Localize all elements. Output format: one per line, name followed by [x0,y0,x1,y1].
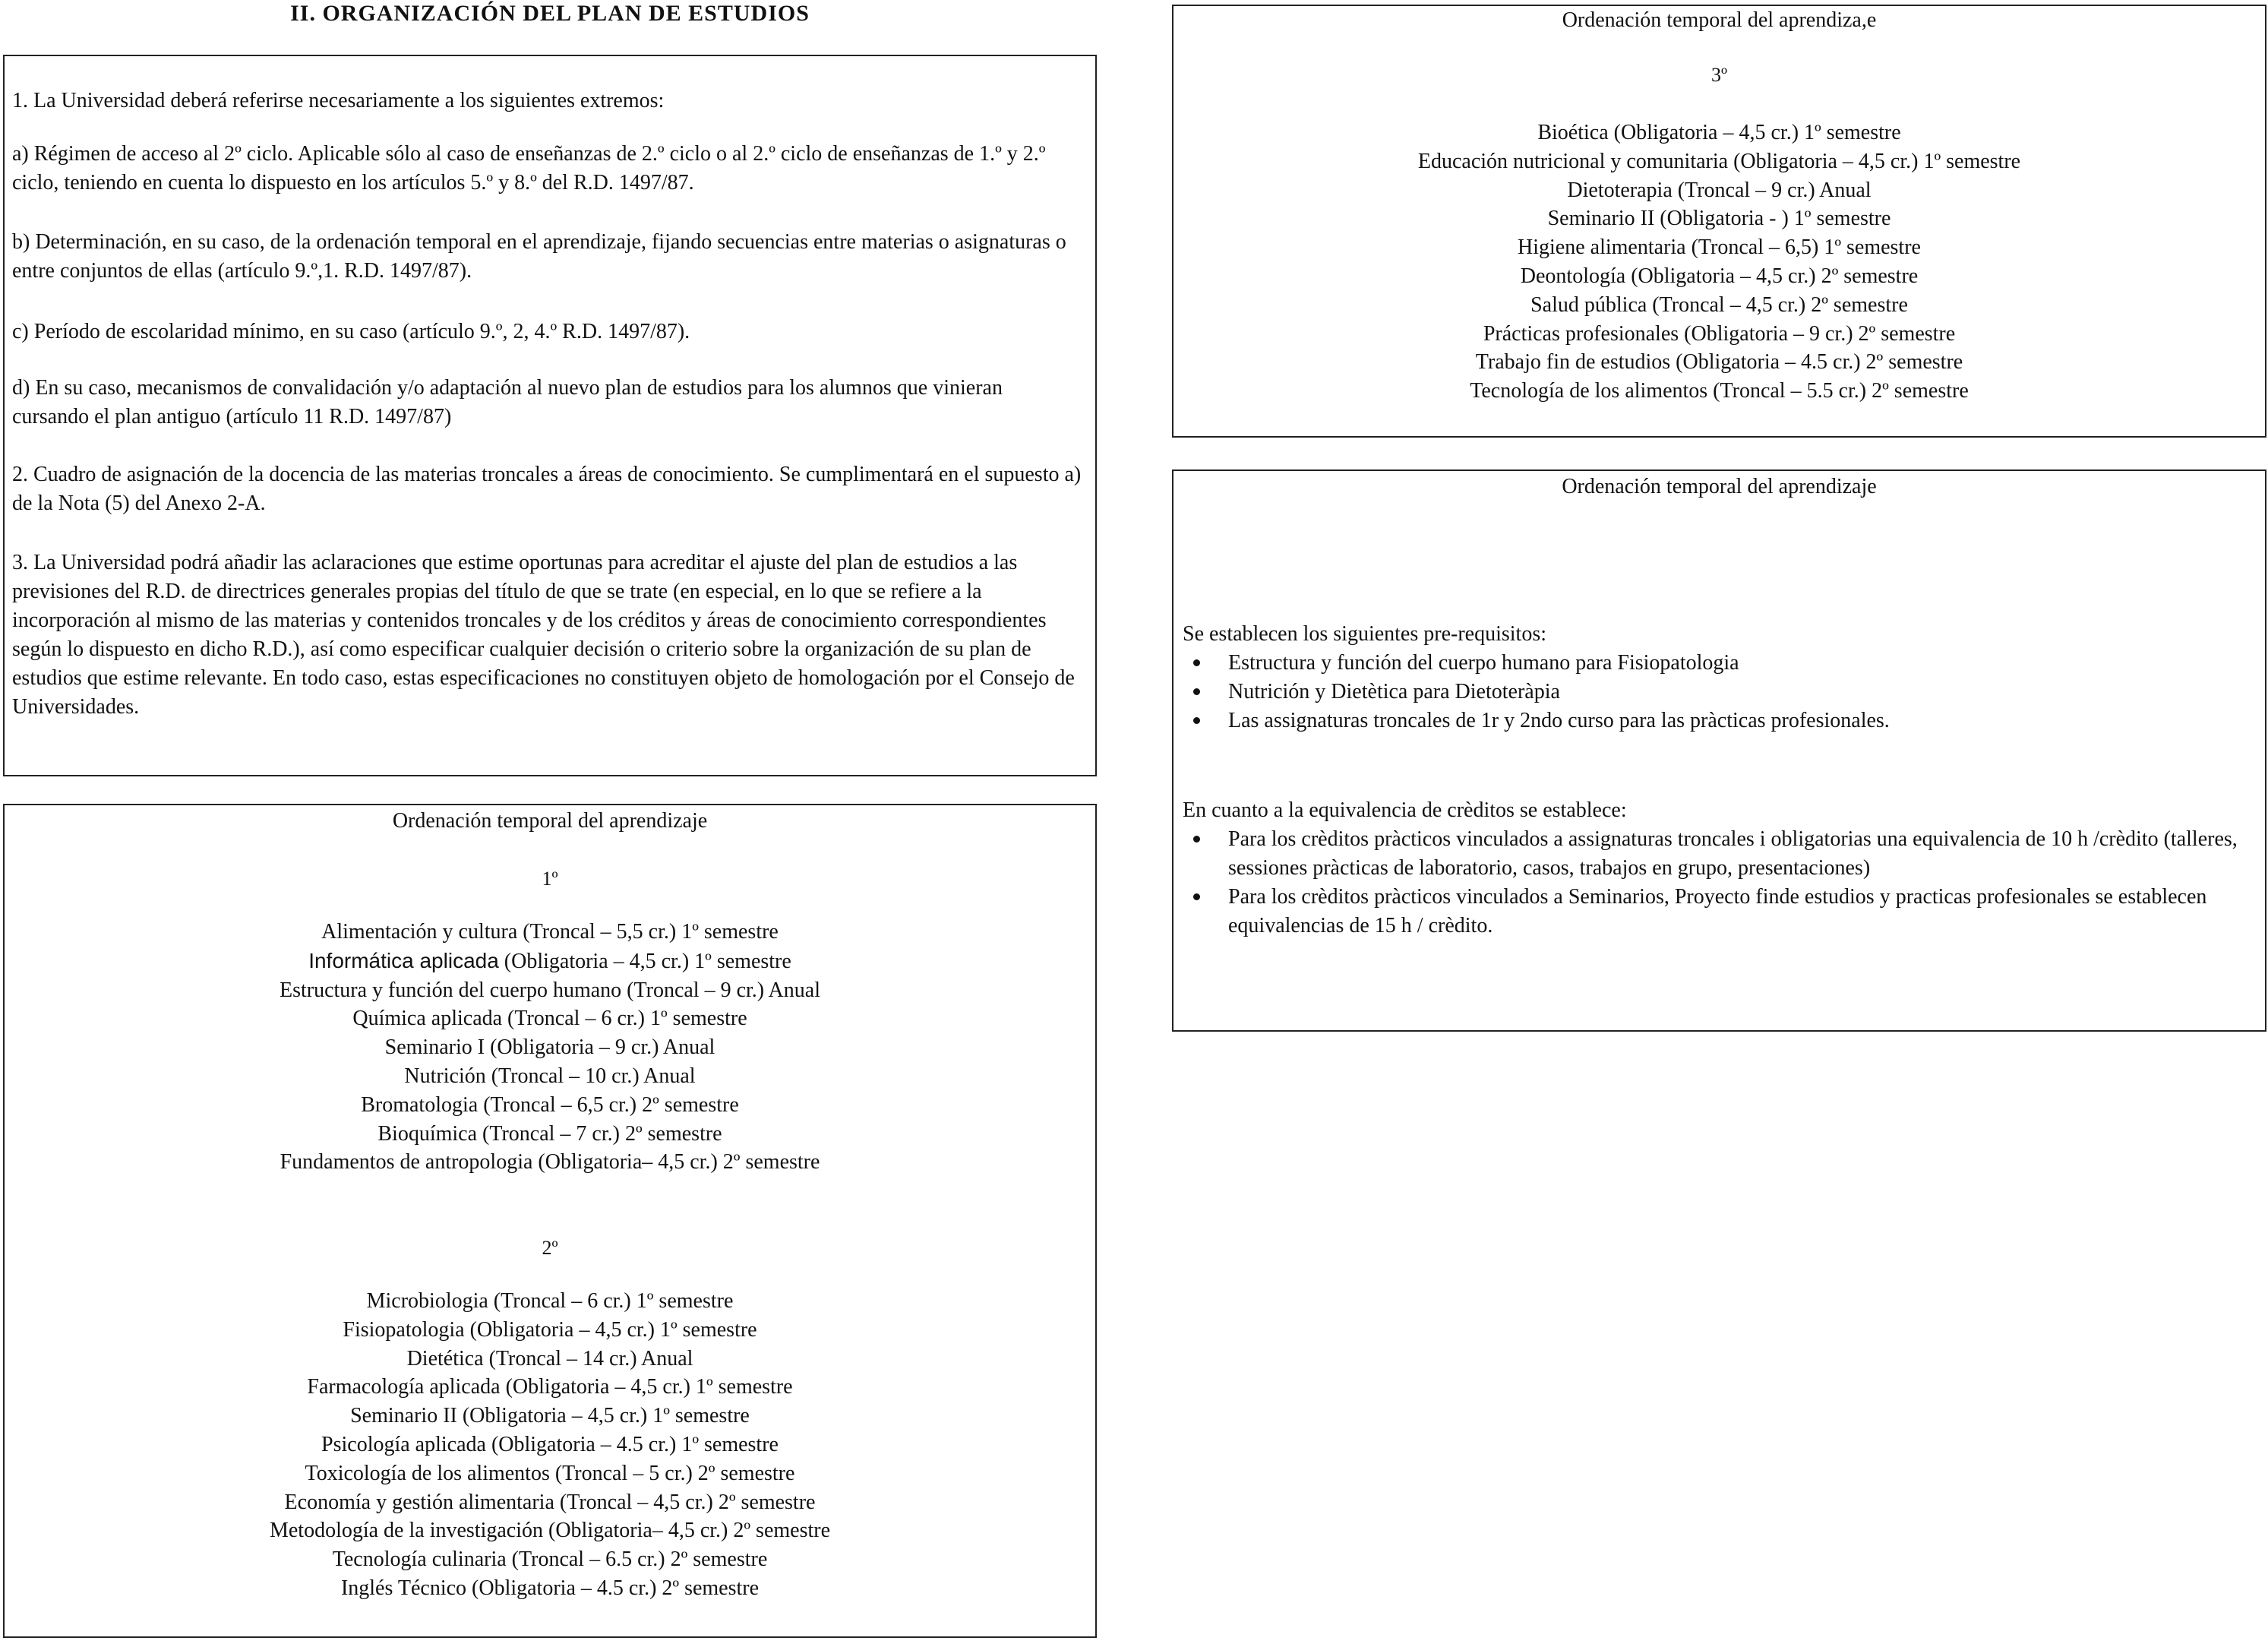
box-heading: Ordenación temporal del aprendizaje [392,809,708,833]
course-item: Farmacología aplicada (Obligatoria – 4,5 cr.) 1º semestre [307,1375,793,1399]
course-item: Prácticas profesionales (Obligatoria – 9 cr.) 2º semestre [1483,321,1956,346]
course-item: Seminario II (Obligatoria – 4,5 cr.) 1º semestre [350,1404,750,1428]
course-item: Nutrición (Troncal – 10 cr.) Anual [404,1064,696,1088]
year-1-course-list [5,918,1095,1177]
course-details: (Obligatoria – 4,5 cr.) 1º semestre [504,949,791,973]
course-item: Educación nutricional y comunitaria (Obligatoria – 4,5 cr.) 1º semestre [1417,149,2021,173]
req-item-c: c) Período de escolaridad mínimo, en su caso (artículo 9.º, 2, 4.º R.D. 1497/87). [12,320,690,343]
course-item: Trabajo fin de estudios (Obligatoria – 4.5 cr.) 2º semestre [1475,350,1963,375]
course-item: Dietética (Troncal – 14 cr.) Anual [406,1346,693,1371]
year-2-course-list [5,1287,1095,1603]
course-item: Tecnología culinaria (Troncal – 6.5 cr.) 2º semestre [332,1548,768,1572]
course-item: Química aplicada (Troncal – 6 cr.) 1º semestre [352,1007,747,1031]
prerequisites-box [1172,469,2266,1032]
req-item-b: b) Determinación, en su caso, de la ordenación temporal en el aprendizaje, fijando secuencias entre materias o asignaturas o entre conjuntos de ellas (artículo 9.º,1. R.D. 1497/87). [12,230,1066,283]
course-item: Psicología aplicada (Obligatoria – 4.5 cr.) 1º semestre [321,1432,779,1456]
course-item: Tecnología de los alimentos (Troncal – 5.5 cr.) 2º semestre [1470,379,1969,403]
credits-list [1183,825,2253,941]
req-item-3: 3. La Universidad podrá añadir las aclaraciones que estime oportunas para acreditar el ajuste del plan de estudios a las previsiones del R.D. de directrices generales propias del título de que se trate (en especial, en lo que se refiere a la incorporación al mismo de las materias y contenidos troncales y de los créditos y áreas de conocimiento correspondientes según lo dispuesto en dicho R.D.), así como especificar cualquier decisión o criterio sobre la organización de su plan de estudios que estime relevante. En todo caso, estas especificaciones no constituyen objeto de homologación por el Consejo de Universidades. [12,551,1075,719]
course-item: Bioética (Obligatoria – 4,5 cr.) 1º semestre [1537,121,1901,144]
req-item-2: 2. Cuadro de asignación de la docencia de las materias troncales a áreas de conocimiento. Se cumplimentará en el supuesto a) de la Nota (5) del Anexo 2-A. [12,463,1082,515]
schedule-box-years-1-2 [3,804,1097,1638]
year-label-3: 3º [1710,64,1728,86]
course-item: Metodología de la investigación (Obligatoria– 4,5 cr.) 2º semestre [269,1519,831,1543]
course-item: Fundamentos de antropologia (Obligatoria– 4,5 cr.) 2º semestre [280,1150,820,1175]
course-item: Economía y gestión alimentaria (Troncal – 4,5 cr.) 2º semestre [284,1490,816,1514]
course-item: Higiene alimentaria (Troncal – 6,5) 1º semestre [1518,236,1921,260]
course-name: Informática aplicada [308,948,499,972]
prereq-item: Las assignaturas troncales de 1r y 2ndo curso para las pràcticas profesionales. [1183,707,2253,735]
course-item: Seminario II (Obligatoria - ) 1º semestre [1547,207,1891,231]
prereq-intro: Se establecen los siguientes pre-requisitos: [1183,622,1546,646]
course-item: Inglés Técnico (Obligatoria – 4.5 cr.) 2º semestre [340,1576,760,1600]
prereq-item: Nutrición y Dietètica para Dietoteràpia [1183,678,2253,707]
box-heading: Ordenación temporal del aprendiza,e [1562,8,1877,32]
box-heading: Ordenación temporal del aprendizaje [1562,475,1877,498]
requirements-box [3,55,1097,776]
page-title: II. ORGANIZACIÓN DEL PLAN DE ESTUDIOS [290,1,810,26]
course-item: Salud pública (Troncal – 4,5 cr.) 2º semestre [1530,292,1908,317]
schedule-box-year-3 [1172,5,2266,438]
credit-rule-item: Para los crèditos pràcticos vinculados a assignaturas troncales i obligatorias una equivalencia de 10 h /crèdito (talleres, sessiones pràcticas de laboratorio, casos, trabajos en grupo, presentaciones) [1183,825,2253,883]
course-item [5,947,1095,976]
year-label-2: 2º [542,1237,558,1259]
year-3-course-list [1173,119,2265,406]
course-item: Bioquímica (Troncal – 7 cr.) 2º semestre [377,1121,722,1146]
req-item-1: 1. La Universidad deberá referirse necesariamente a los siguientes extremos: [12,89,665,112]
credits-intro: En cuanto a la equivalencia de crèditos se establece: [1183,798,1627,822]
year-label-1: 1º [542,868,558,890]
course-item: Seminario I (Obligatoria – 9 cr.) Anual [384,1035,715,1060]
course-item: Alimentación y cultura (Troncal – 5,5 cr.) 1º semestre [321,920,779,944]
course-item: Deontología (Obligatoria – 4,5 cr.) 2º semestre [1520,264,1919,288]
course-item: Bromatologia (Troncal – 6,5 cr.) 2º semestre [361,1092,739,1117]
course-item: Toxicología de los alimentos (Troncal – 5 cr.) 2º semestre [305,1461,795,1485]
course-item: Microbiologia (Troncal – 6 cr.) 1º semestre [366,1289,734,1313]
req-item-d: d) En su caso, mecanismos de convalidación y/o adaptación al nuevo plan de estudios para los alumnos que vinieran cursando el plan antiguo (artículo 11 R.D. 1497/87) [12,376,1003,428]
prereq-list [1183,649,2253,735]
course-item: Dietoterapia (Troncal – 9 cr.) Anual [1567,178,1872,202]
prereq-item: Estructura y función del cuerpo humano para Fisiopatologia [1183,649,2253,678]
course-item: Fisiopatologia (Obligatoria – 4,5 cr.) 1º semestre [343,1317,757,1342]
req-item-a: a) Régimen de acceso al 2º ciclo. Aplicable sólo al caso de enseñanzas de 2.º ciclo o al 2.º ciclo de enseñanzas de 1.º y 2.º ciclo, teniendo en cuenta lo dispuesto en los artículos 5.º y 8.º del R.D. 1497/87. [12,142,1046,194]
course-item: Estructura y función del cuerpo humano (Troncal – 9 cr.) Anual [279,978,820,1002]
credit-rule-item: Para los crèditos pràcticos vinculados a Seminarios, Proyecto finde estudios y practicas profesionales se establecen equivalencias de 15 h / crèdito. [1183,883,2253,941]
